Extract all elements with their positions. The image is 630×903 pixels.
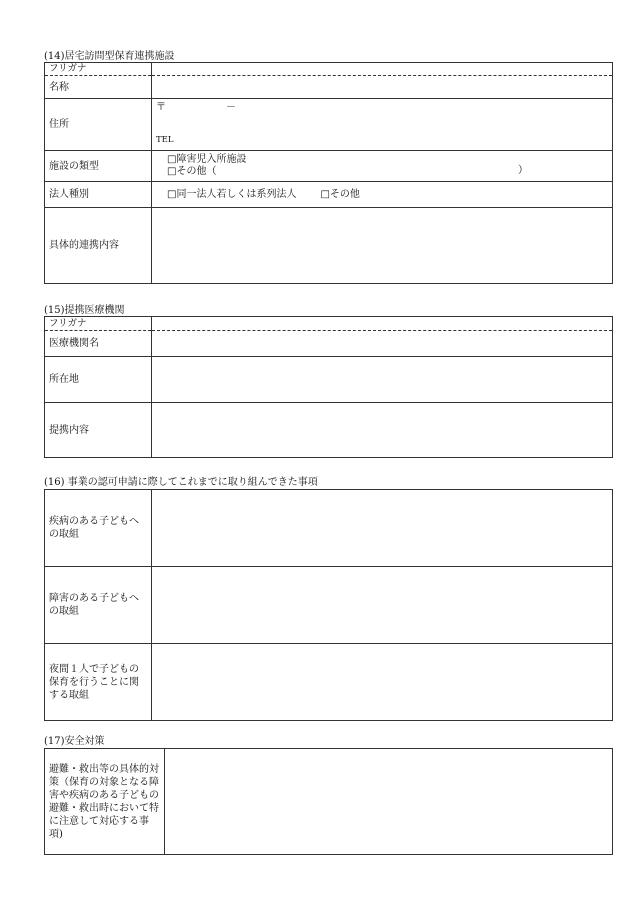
corp-type-option-2[interactable]: □その他: [320, 189, 360, 200]
section-16-title: (16) 事業の認可申請に際してこれまでに取り組んできた事項: [44, 477, 318, 488]
facility-type-option-2[interactable]: □その他（: [167, 166, 217, 177]
content-label: 提携内容: [45, 403, 152, 458]
corp-type-field: [152, 182, 613, 208]
section-14-table: [44, 62, 613, 284]
corp-type-option-1[interactable]: □同一法人若しくは系列法人: [167, 189, 297, 200]
postal-dash: －: [226, 102, 236, 113]
section-17-table: [44, 748, 613, 855]
address-field[interactable]: [152, 99, 613, 151]
safety-measures-label: 避難・救出等の具体的対策（保育の対象となる障害や疾病のある子どもの避難・救出時において特に注意して対応する事項): [45, 749, 165, 855]
institution-field[interactable]: [152, 331, 613, 357]
section-17-title: (17)安全対策: [44, 736, 105, 747]
furigana-label: フリガナ: [45, 317, 152, 331]
content-field[interactable]: [152, 403, 613, 458]
item-sick-children-label: 疾病のある子どもへの取組: [45, 490, 152, 567]
section-15-table: [44, 316, 613, 458]
section-16-table: [44, 489, 613, 721]
address-label: 住所: [45, 99, 152, 151]
safety-measures-field[interactable]: [165, 749, 613, 855]
close-paren: ）: [518, 165, 528, 176]
section-15-title: (15)提携医療機関: [44, 305, 125, 316]
facility-type-option-1[interactable]: □障害児入所施設: [167, 154, 247, 165]
location-field[interactable]: [152, 357, 613, 403]
institution-label: 医療機関名: [45, 331, 152, 357]
item-night-care-field[interactable]: [152, 644, 613, 721]
name-label: 名称: [45, 76, 152, 99]
furigana-label: フリガナ: [45, 63, 152, 76]
item-night-care-label: 夜間１人で子どもの保育を行うことに関する取組: [45, 644, 152, 721]
cooperation-field[interactable]: [152, 208, 613, 284]
facility-type-field: [152, 151, 613, 182]
cooperation-label: 具体的連携内容: [45, 208, 152, 284]
section-14-title: (14)居宅訪問型保育連携施設: [44, 51, 175, 62]
location-label: 所在地: [45, 357, 152, 403]
facility-type-label: 施設の類型: [45, 151, 152, 182]
furigana-field[interactable]: [152, 317, 613, 331]
item-disabled-children-field[interactable]: [152, 567, 613, 644]
item-disabled-children-label: 障害のある子どもへの取組: [45, 567, 152, 644]
postal-mark: 〒: [156, 102, 166, 113]
tel-label: TEL: [156, 135, 174, 145]
item-sick-children-field[interactable]: [152, 490, 613, 567]
furigana-field[interactable]: [152, 63, 613, 76]
corp-type-label: 法人種別: [45, 182, 152, 208]
name-field[interactable]: [152, 76, 613, 99]
